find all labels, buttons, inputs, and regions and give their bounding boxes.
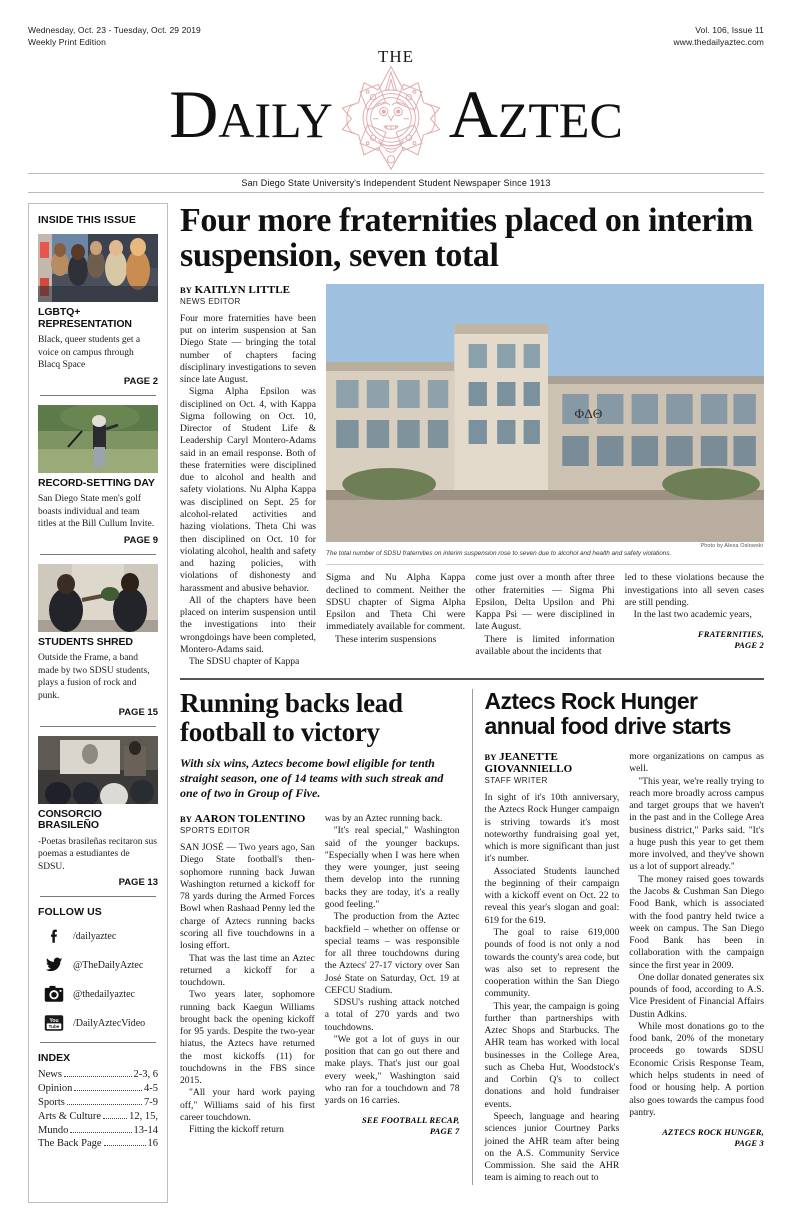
follow-handle: /dailyaztec bbox=[73, 930, 117, 942]
byline-author: JEANETTE GIOVANNIELLO bbox=[484, 751, 573, 776]
paragraph: Speech, language and hearing sciences junior Courtney Parks joined the AHR team after being on the A.S. Community Service Commission. She said the AHR team is aiming to reach out to bbox=[484, 1110, 620, 1184]
football-byline bbox=[180, 813, 315, 825]
paragraph: In the last two academic years, bbox=[633, 609, 752, 621]
index-title: INDEX bbox=[38, 1052, 71, 1065]
edition-label: Weekly Print Edition bbox=[28, 37, 106, 48]
masthead-word-aztec: AZTEC bbox=[448, 76, 623, 153]
byline-author: KAITLYN LITTLE bbox=[194, 283, 291, 296]
sidebar-item-golf[interactable] bbox=[38, 405, 158, 546]
dateline-left bbox=[28, 24, 201, 49]
index-row[interactable] bbox=[38, 1068, 158, 1082]
index-section-pages: 16 bbox=[147, 1138, 158, 1150]
paragraph: Two years later, sophomore running back Kaegun Williams brought back the opening kickoff for 95 yards. Despite the two-year hiatus, the Aztecs have returned the most kickoffs (11) for touchdowns in the FBS since 2015. bbox=[180, 989, 315, 1087]
svg-text:Tube: Tube bbox=[48, 1024, 60, 1030]
follow-handle: /DailyAztecVideo bbox=[73, 1017, 146, 1029]
byline-prefix: BY bbox=[180, 814, 193, 825]
sidebar-thumbnail-golf bbox=[38, 405, 158, 473]
jump-page: PAGE 7 bbox=[429, 1126, 460, 1137]
byline-role: NEWS EDITOR bbox=[180, 296, 241, 306]
paragraph: Sigma and Nu Alpha Kappa declined to comment. Neither the SDSU chapter of Sigma Alpha Epsilon and Theta Chi were immediately available for comment. bbox=[326, 572, 466, 633]
paragraph: There is limited information available about the incidents that bbox=[475, 633, 615, 657]
index-section-name: The Back Page bbox=[38, 1138, 102, 1150]
index-section-name: Sports bbox=[38, 1096, 65, 1108]
hunger-byline bbox=[485, 751, 620, 775]
football-jump-line[interactable] bbox=[325, 1115, 460, 1136]
lead-col1 bbox=[180, 313, 316, 669]
sidebar-divider bbox=[40, 896, 156, 897]
follow-us-list bbox=[38, 926, 158, 1033]
lead-jump-line[interactable] bbox=[625, 629, 764, 650]
sidebar-thumbnail-lgbtq bbox=[38, 234, 158, 302]
lead-col3 bbox=[475, 572, 614, 658]
follow-row-twitter[interactable] bbox=[38, 955, 158, 975]
index-dot-leader bbox=[103, 1118, 127, 1119]
football-story bbox=[180, 689, 473, 1184]
sidebar-thumbnail-band bbox=[38, 564, 158, 632]
paragraph: Four more fraternities have been put on interim suspension at San Diego State — bringing the total number of chapters facing disciplinary investigations to seven since late August. bbox=[180, 312, 316, 386]
masthead bbox=[28, 48, 764, 193]
hunger-col1 bbox=[485, 751, 620, 1185]
byline-role: STAFF WRITER bbox=[484, 776, 548, 786]
hunger-headline: Aztecs Rock Hunger annual food drive starts bbox=[484, 688, 731, 740]
paragraph: The money raised goes towards the Jacobs & Cushman San Diego Food Bank, which is associated with the food pantry held twice a week on campus. The San Diego Food Bank has been in collaboration with the campaign since the first year in 2009. bbox=[629, 873, 764, 971]
issue-date: Wednesday, Oct. 23 - Tuesday, Oct. 29 2019 bbox=[28, 25, 201, 35]
sidebar-page-ref: PAGE 2 bbox=[123, 375, 158, 387]
website-url[interactable]: www.thedailyaztec.com bbox=[673, 37, 764, 48]
hunger-columns bbox=[485, 751, 765, 1185]
football-col2 bbox=[325, 813, 460, 1137]
sidebar-page-ref: PAGE 9 bbox=[123, 534, 158, 546]
paragraph: The SDSU chapter of Kappa bbox=[189, 656, 300, 668]
hunger-col2 bbox=[629, 751, 764, 1185]
sidebar-divider bbox=[40, 395, 156, 396]
lead-byline bbox=[180, 284, 316, 296]
facebook-icon bbox=[44, 926, 64, 946]
index-section-name: News bbox=[38, 1069, 62, 1081]
volume-issue: Vol. 106, Issue 11 bbox=[695, 25, 764, 35]
sidebar-headline: LGBTQ+ REPRESENTATION bbox=[38, 306, 132, 330]
paragraph: "It's real special," Washington said of the younger backups. "Especially when I was here when they were younger, just seeing them develop into the running backs they are today, it's a really good feeling." bbox=[324, 825, 460, 910]
index-row[interactable] bbox=[38, 1096, 158, 1110]
index-dot-leader bbox=[104, 1145, 146, 1146]
jump-label: SEE FOOTBALL RECAP, bbox=[361, 1115, 460, 1126]
paragraph: "We got a lot of guys in our position that can go out there and make plays. That's just our goal every week," Washington said who ran for a touchdown and 78 yards on 16 carries. bbox=[324, 1033, 460, 1107]
byline-prefix: BY bbox=[180, 284, 193, 295]
photo-credit: Photo by Alexa Oslowski bbox=[700, 542, 763, 549]
index-list bbox=[38, 1068, 158, 1151]
jump-page: PAGE 2 bbox=[734, 640, 764, 651]
paragraph: One dollar donated generates six pounds of food, according to A.S. Vice President of Financial Affairs Dustin Adkins. bbox=[629, 971, 764, 1020]
football-headline: Running backs lead football to victory bbox=[180, 688, 403, 747]
sidebar-headline: CONSORCIO BRASILEÑO bbox=[38, 807, 102, 832]
sidebar-thumbnail-consorcio bbox=[38, 736, 158, 804]
hunger-jump-line[interactable] bbox=[629, 1127, 764, 1148]
index-dot-leader bbox=[64, 1076, 132, 1077]
lead-story bbox=[180, 203, 764, 668]
sidebar-description: -Poetas brasileñas recitaron sus poemas a estudiantes de SDSU. bbox=[38, 836, 157, 872]
sidebar-item-consorcio[interactable] bbox=[38, 736, 158, 889]
sidebar-description: San Diego State men's golf boasts individual and team titles at the Bill Cullum Invite. bbox=[38, 494, 155, 530]
index-section-pages: 13-14 bbox=[133, 1124, 158, 1136]
paragraph: Associated Students launched the beginning of their campaign with a kickoff event on Oct. 22 to reveal this year's slogan and goal: 619 for the 619. bbox=[484, 865, 620, 926]
index-section-name: Opinion bbox=[38, 1083, 73, 1095]
masthead-word-daily: DAILY bbox=[169, 76, 333, 153]
sidebar-divider bbox=[40, 1042, 156, 1043]
section-divider bbox=[180, 678, 764, 680]
index-section-pages: 2-3, 6 bbox=[133, 1069, 158, 1081]
paragraph: This year, the campaign is going further than partnerships with Aztec Shops and Starbucks. The AHR team has worked with local businesses in the College Area, such as Cheba Hut, Woodstock's and Corbin Q's to collect donations and hold fundraiser events. bbox=[484, 1000, 620, 1110]
index-section-pages: 7-9 bbox=[144, 1096, 158, 1108]
jump-page: PAGE 3 bbox=[734, 1137, 764, 1148]
paragraph: SDSU's rushing attack notched a total of 270 yards and two touchdowns. bbox=[324, 997, 460, 1033]
index-section-pages: 12, 15, bbox=[129, 1110, 158, 1122]
follow-handle: @TheDailyAztec bbox=[73, 959, 144, 971]
paragraph: These interim suspensions bbox=[335, 633, 437, 645]
index-section-name: Mundo bbox=[38, 1124, 69, 1136]
index-dot-leader bbox=[70, 1132, 131, 1133]
lead-first-column bbox=[180, 284, 316, 669]
sidebar-divider bbox=[40, 554, 156, 555]
paragraph: That was the last time an Aztec returned a kickoff for a touchdown. bbox=[180, 952, 315, 989]
lead-col4 bbox=[625, 572, 764, 658]
paragraph: come just over a month after three other fraternities — Sigma Phi Epsilon, Delta Upsilon and Phi Kappa Psi — were disciplined in late August. bbox=[475, 572, 615, 633]
byline-author: AARON TOLENTINO bbox=[194, 813, 306, 826]
follow-row-instagram[interactable] bbox=[38, 984, 158, 1004]
sidebar-page-ref: PAGE 15 bbox=[118, 706, 158, 718]
follow-handle: @thedailyaztec bbox=[73, 988, 135, 1000]
football-columns bbox=[180, 813, 460, 1137]
masthead-logo-row bbox=[28, 61, 764, 169]
follow-row-facebook[interactable] bbox=[38, 926, 158, 946]
lower-stories bbox=[180, 689, 764, 1184]
lead-photo-and-columns bbox=[326, 284, 764, 669]
main-column bbox=[168, 203, 764, 1203]
paragraph: All of the chapters have been placed on interim suspension until the investigations into their wrongdoings have been completed, Montero-Adams said. bbox=[180, 594, 316, 655]
youtube-icon bbox=[44, 1013, 64, 1033]
index-section-pages: 4-5 bbox=[144, 1083, 158, 1095]
football-col1 bbox=[180, 813, 315, 1137]
sidebar-description: Black, queer students get a voice on campus through Blacq Space bbox=[38, 335, 141, 371]
index-row[interactable] bbox=[38, 1082, 158, 1096]
sidebar-description: Outside the Frame, a band made by two SDSU students, plays a fusion of rock and punk. bbox=[38, 653, 150, 701]
hunger-story bbox=[473, 689, 765, 1184]
paragraph: SAN JOSÉ — Two years ago, San Diego State football's then-sophomore running back Juwan Washington returned a kickoff for 78 yards during the Armed Forces Bowl when Rashaad Penny led the charge of Aztecs running backs scoring all five touchdowns in a losing effort. bbox=[180, 842, 315, 952]
sidebar-headline: RECORD-SETTING DAY bbox=[38, 476, 155, 489]
inside-this-issue-sidebar bbox=[28, 203, 168, 1203]
football-deck: With six wins, Aztecs become bowl eligible for tenth straight season, one of 14 teams with such streak and one of two in Group of Five. bbox=[180, 756, 444, 801]
sidebar-divider bbox=[40, 726, 156, 727]
page-content bbox=[28, 203, 764, 1203]
jump-label: AZTECS ROCK HUNGER, bbox=[662, 1127, 764, 1138]
lead-col2 bbox=[326, 572, 465, 658]
index-dot-leader bbox=[67, 1104, 142, 1105]
paragraph: led to these violations because the investigations into all seven cases are still pending. bbox=[624, 572, 764, 608]
svg-text:ΦΔΘ: ΦΔΘ bbox=[574, 405, 603, 421]
paragraph: The goal to raise 619,000 pounds of food is not only a nod towards the county's area code, but was also set to represent the cooperation within the San Diego community. bbox=[484, 927, 620, 1000]
follow-row-youtube[interactable] bbox=[38, 1013, 158, 1033]
index-section-name: Arts & Culture bbox=[38, 1110, 101, 1122]
paragraph: In sight of it's 10th anniversary, the Aztecs Rock Hunger campaign is striving towards it's most noteworthy fundraising goal yet, which is more significant than just it's number. bbox=[484, 792, 620, 865]
lead-lower-columns bbox=[326, 572, 764, 658]
sidebar-item-lgbtq[interactable] bbox=[38, 234, 158, 387]
lead-photo bbox=[326, 284, 764, 542]
paragraph: "All your hard work paying off," Williams said of his first career touchdown. bbox=[180, 1087, 315, 1123]
paragraph: "This year, we're really trying to reach more broadly across campus and target groups that we haven't in the past and in the College Area business district," Parks said. "It's a huge push this year to get them more involved, and they've shown us a lot of support already." bbox=[629, 775, 764, 873]
dateline-right bbox=[674, 24, 764, 49]
paragraph: Sigma Alpha Epsilon was disciplined on Oct. 4, with Kappa Sigma following on Oct. 10, Director of Student Life & Leadership Caryl Montero-Adams said in an email response. Both of these fraternities were disciplined due to alcohol and health and safety violations. Nu Alpha Kappa was disciplined on Sept. 25 for alcohol-related activities and hazing violations. Theta Chi was then disciplined on Oct. 10 for violating alcohol, health and safety and hazing policies, with violations of dishonesty and harassment and abusive behavior. bbox=[180, 386, 316, 594]
paragraph: The production from the Aztec backfield – whether on offense or special teams – was responsible for all three touchdowns during the Aztecs' 27-17 victory over San José State on Saturday, Oct. 19 at CEFCU Stadium. bbox=[324, 911, 460, 996]
masthead-tagline: San Diego State University's Independent Student Newspaper Since 1913 bbox=[28, 173, 764, 193]
index-row[interactable] bbox=[38, 1137, 158, 1151]
masthead-the: THE bbox=[377, 47, 415, 66]
byline-prefix: BY bbox=[484, 752, 497, 763]
follow-us-title: FOLLOW US bbox=[38, 906, 102, 919]
sidebar-page-ref: PAGE 13 bbox=[118, 877, 158, 889]
twitter-icon bbox=[44, 955, 64, 975]
paragraph: more organizations on campus as well. bbox=[629, 751, 764, 775]
byline-role: SPORTS EDITOR bbox=[180, 826, 251, 836]
paragraph: was by an Aztec running back. bbox=[324, 813, 443, 825]
index-row[interactable] bbox=[38, 1124, 158, 1138]
index-dot-leader bbox=[74, 1090, 142, 1091]
lead-headline: Four more fraternities placed on interim suspension, seven total bbox=[180, 202, 753, 275]
jump-label: FRATERNITIES, bbox=[697, 629, 764, 640]
svg-text:You: You bbox=[49, 1018, 59, 1025]
lead-body bbox=[180, 284, 764, 669]
aztec-sunstone-logo-icon bbox=[337, 63, 445, 171]
paragraph: While most donations go to the food bank, 20% of the monetary proceeds go towards SDSU Economic Crisis Response Team, which helps students in need of food or housing help. A portion also goes towards the campus food pantry. bbox=[629, 1020, 764, 1118]
sidebar-title: INSIDE THIS ISSUE bbox=[38, 214, 136, 226]
index-row[interactable] bbox=[38, 1110, 158, 1124]
photo-caption: The total number of SDSU fraternities on interim suspension rose to seven due to alcohol and health and safety violations. bbox=[326, 549, 764, 566]
sidebar-headline: STUDENTS SHRED bbox=[38, 635, 133, 648]
paragraph: Fitting the kickoff return bbox=[189, 1124, 284, 1136]
sidebar-item-band[interactable] bbox=[38, 564, 158, 718]
instagram-icon bbox=[44, 984, 64, 1004]
